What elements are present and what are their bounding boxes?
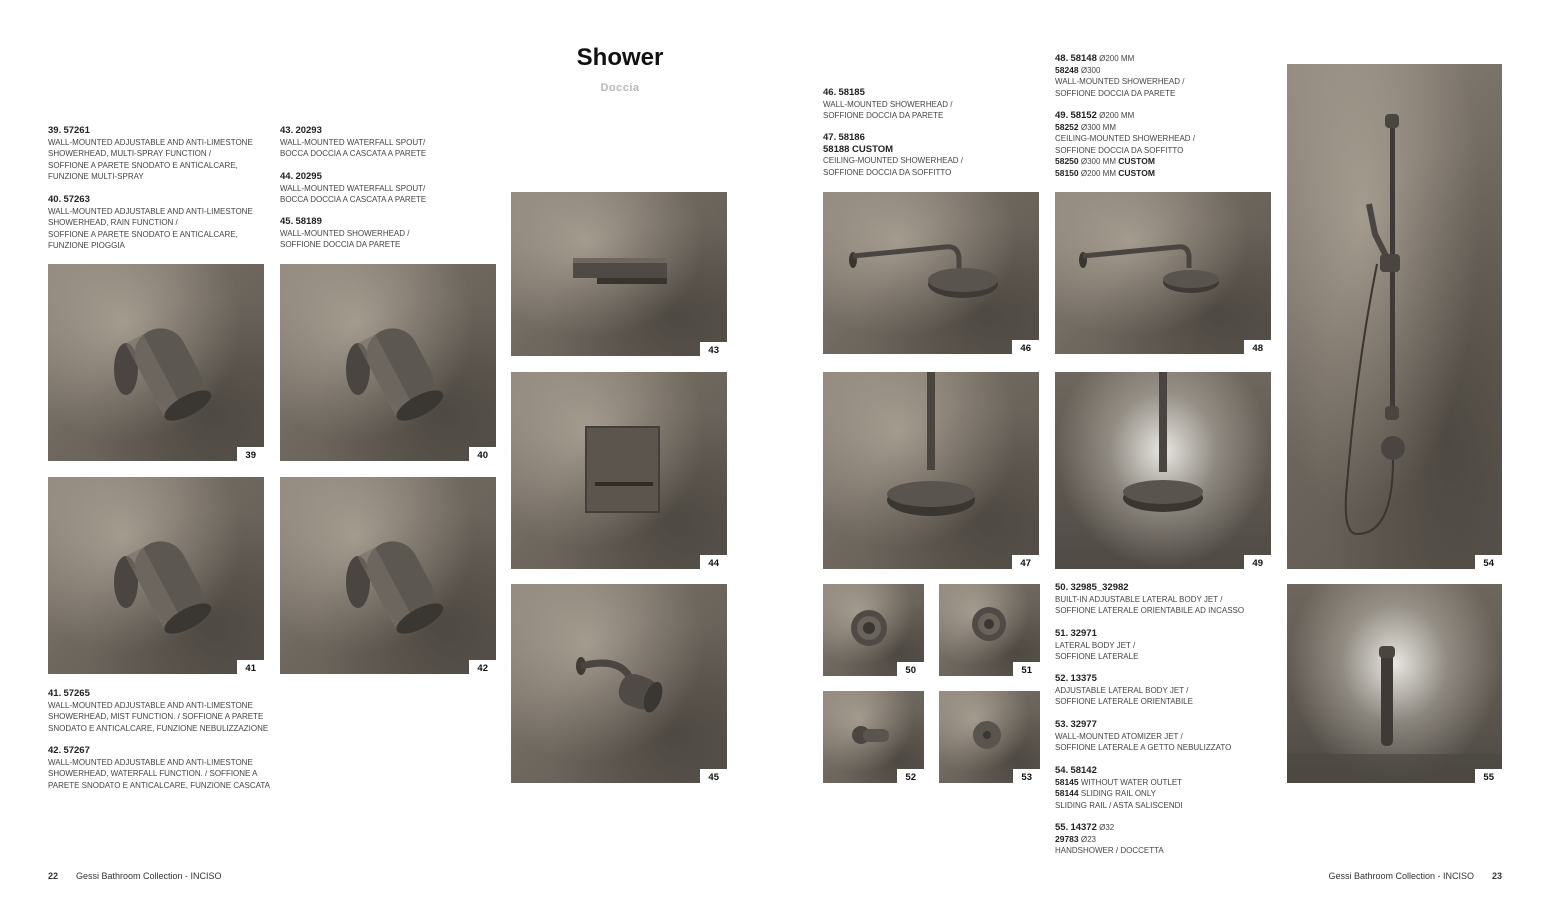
photo-label: 46 xyxy=(1012,340,1039,354)
product-photo-49 xyxy=(1055,372,1271,569)
wall-showerhead-icon xyxy=(511,584,727,783)
photo-label: 43 xyxy=(700,342,727,356)
product-photo-42 xyxy=(280,477,496,674)
ceiling-showerhead-icon xyxy=(823,372,1039,569)
photo-label: 55 xyxy=(1475,769,1502,783)
page-subtitle: Doccia xyxy=(600,82,640,94)
photo-label: 41 xyxy=(237,660,264,674)
photo-label: 51 xyxy=(1013,662,1040,676)
waterfall-spout-icon xyxy=(511,192,727,356)
product-photo-48 xyxy=(1055,192,1271,354)
entry-47: 47. 58186 58188 CUSTOM CEILING-MOUNTED SHOWERHEAD / SOFFIONE DOCCIA DA SOFFITTO xyxy=(823,132,964,177)
entry-49: 49. 58152 Ø200 MM 58252 Ø300 MM CEILING-MOUNTED SHOWERHEAD / SOFFIONE DOCCIA DA SOFFITTO 58250 Ø300 MM CUSTOM 58150 Ø200 MM CUSTOM xyxy=(1055,110,1196,178)
photo-label: 50 xyxy=(897,662,924,676)
entry-43: 43. 20293 WALL-MOUNTED WATERFALL SPOUT/ BOCCA DOCCIA A CASCATA A PARETE xyxy=(280,125,427,158)
footer-right xyxy=(1328,871,1502,881)
entry-44: 44. 20295 WALL-MOUNTED WATERFALL SPOUT/ BOCCA DOCCIA A CASCATA A PARETE xyxy=(280,171,427,204)
product-photo-52 xyxy=(823,691,924,783)
product-photo-39 xyxy=(48,264,264,461)
photo-label: 48 xyxy=(1244,340,1271,354)
footer-left xyxy=(48,871,222,881)
adjustable-showerhead-icon xyxy=(48,477,264,674)
product-photo-51 xyxy=(939,584,1040,676)
entry-50: 50. 32985_32982 BUILT-IN ADJUSTABLE LATERAL BODY JET / SOFFIONE LATERALE ORIENTABILE AD INCASSO xyxy=(1055,582,1245,615)
adjustable-showerhead-icon xyxy=(280,264,496,461)
entry-41: 41. 57265 WALL-MOUNTED ADJUSTABLE AND ANTI-LIMESTONE SHOWERHEAD, MIST FUNCTION. / SOFFIONE A PARETE SNODATO E ANTICALCARE, FUNZIONE NEBULIZZAZIONE xyxy=(48,688,269,733)
adjustable-showerhead-icon xyxy=(48,264,264,461)
product-photo-41 xyxy=(48,477,264,674)
entry-54: 54. 58142 58145 WITHOUT WATER OUTLET 58144 SLIDING RAIL ONLY SLIDING RAIL / ASTA SALISCENDI xyxy=(1055,765,1183,810)
entry-52: 52. 13375 ADJUSTABLE LATERAL BODY JET / SOFFIONE LATERALE ORIENTABILE xyxy=(1055,673,1193,706)
entry-46: 46. 58185 WALL-MOUNTED SHOWERHEAD / SOFFIONE DOCCIA DA PARETE xyxy=(823,87,953,120)
entry-51: 51. 32971 LATERAL BODY JET / SOFFIONE LATERALE xyxy=(1055,628,1139,661)
photo-label: 53 xyxy=(1013,769,1040,783)
wall-arm-showerhead-icon xyxy=(823,192,1039,354)
entry-39: 39. 57261 WALL-MOUNTED ADJUSTABLE AND ANTI-LIMESTONE SHOWERHEAD, MULTI-SPRAY FUNCTION / SOFFIONE A PARETE SNODATO E ANTICALCARE, FUNZIONE MULTI-SPRAY xyxy=(48,125,253,181)
product-photo-55 xyxy=(1287,584,1502,783)
entry-42: 42. 57267 WALL-MOUNTED ADJUSTABLE AND ANTI-LIMESTONE SHOWERHEAD, WATERFALL FUNCTION. / SOFFIONE A PARETE SNODATO E ANTICALCARE, FUNZIONE CASCATA xyxy=(48,745,270,790)
product-photo-50 xyxy=(823,584,924,676)
waterfall-spout-plate-icon xyxy=(511,372,727,569)
footer-left-text: Gessi Bathroom Collection - INCISO xyxy=(76,871,222,881)
photo-label: 52 xyxy=(897,769,924,783)
product-photo-40 xyxy=(280,264,496,461)
photo-label: 42 xyxy=(469,660,496,674)
handshower-icon xyxy=(1287,584,1502,783)
product-photo-54 xyxy=(1287,64,1502,569)
entry-45: 45. 58189 WALL-MOUNTED SHOWERHEAD / SOFFIONE DOCCIA DA PARETE xyxy=(280,216,410,249)
ceiling-showerhead-icon xyxy=(1055,372,1271,569)
page-number-right: 23 xyxy=(1491,871,1502,881)
photo-label: 45 xyxy=(700,769,727,783)
entry-53: 53. 32977 WALL-MOUNTED ATOMIZER JET / SOFFIONE LATERALE A GETTO NEBULIZZATO xyxy=(1055,719,1232,752)
product-photo-47 xyxy=(823,372,1039,569)
product-photo-45 xyxy=(511,584,727,783)
photo-label: 40 xyxy=(469,447,496,461)
product-photo-46 xyxy=(823,192,1039,354)
product-photo-43 xyxy=(511,192,727,356)
product-photo-53 xyxy=(939,691,1040,783)
page-title: Shower xyxy=(576,44,664,71)
page-number-left: 22 xyxy=(48,871,59,881)
photo-label: 49 xyxy=(1244,555,1271,569)
adjustable-showerhead-icon xyxy=(280,477,496,674)
product-photo-44 xyxy=(511,372,727,569)
photo-label: 44 xyxy=(700,555,727,569)
photo-label: 54 xyxy=(1475,555,1502,569)
entry-55: 55. 14372 Ø32 29783 Ø23 HANDSHOWER / DOCCETTA xyxy=(1055,822,1164,855)
entry-40: 40. 57263 WALL-MOUNTED ADJUSTABLE AND ANTI-LIMESTONE SHOWERHEAD, RAIN FUNCTION / SOFFIONE A PARETE SNODATO E ANTICALCARE, FUNZIONE PIOGGIA xyxy=(48,194,253,250)
photo-label: 39 xyxy=(237,447,264,461)
footer-right-text: Gessi Bathroom Collection - INCISO xyxy=(1328,871,1474,881)
photo-label: 47 xyxy=(1012,555,1039,569)
sliding-rail-icon xyxy=(1287,64,1502,569)
entry-48: 48. 58148 Ø200 MM 58248 Ø300 WALL-MOUNTED SHOWERHEAD / SOFFIONE DOCCIA DA PARETE xyxy=(1055,53,1185,98)
wall-arm-showerhead-icon xyxy=(1055,192,1271,354)
